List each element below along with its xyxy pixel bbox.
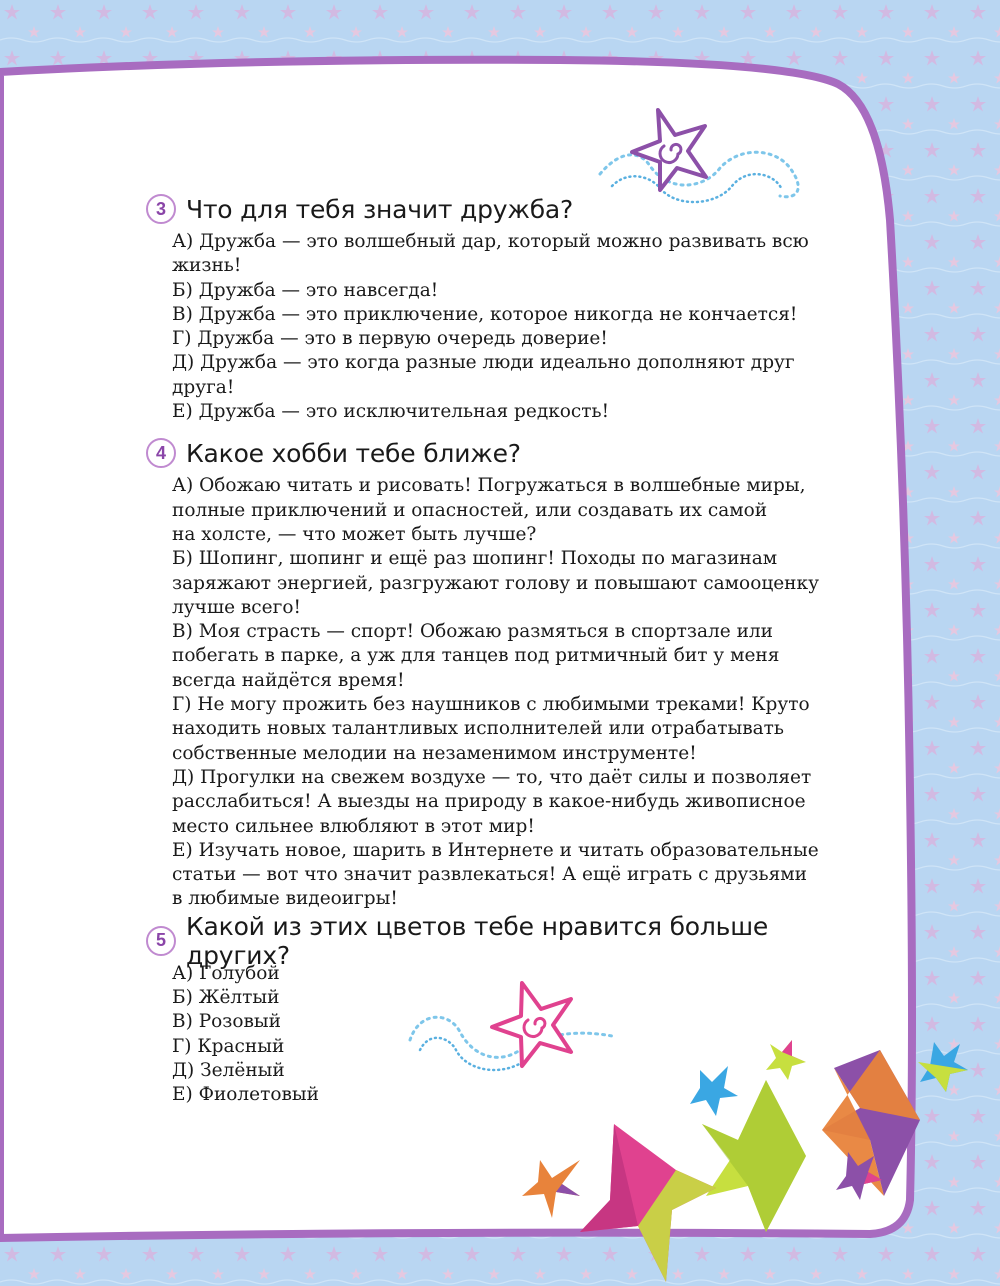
answer-list: [146, 474, 866, 911]
question-number-badge: 3: [146, 194, 176, 224]
answer-option: Е) Дружба — это исключительная редкость!: [172, 401, 610, 423]
answer-option: Е) Фиолетовый: [172, 1084, 319, 1106]
question-5: [146, 911, 866, 1108]
answer-option: В) Розовый: [172, 1011, 281, 1033]
question-header: [146, 434, 866, 472]
answer-option: Е) Изучать новое, шарить в Интернете и читать образовательные статьи — вот что значит развлекаться! А ещё играть с друзьями в любимые видеоигры!: [172, 839, 819, 910]
answer-option: Г) Не могу прожить без наушников с любимыми треками! Круто находить новых талантливых исполнителей или отрабатывать собственные мелодии на незаменимом инструменте!: [172, 694, 810, 764]
question-4: [146, 434, 866, 911]
quiz-content: [146, 190, 866, 1118]
answer-option: А) Обожаю читать и рисовать! Погружаться в волшебные миры, полные приключений и опасностей, или создавать их самой на холсте, — что может быть лучше?: [172, 475, 806, 545]
question-header: [146, 911, 866, 970]
question-number-badge: 4: [146, 438, 176, 468]
answer-option: В) Моя страсть — спорт! Обожаю размяться в спортзале или побегать в парке, а уж для танцев под ритмичный бит у меня всегда найдётся время!: [172, 621, 780, 691]
question-title: Какой из этих цветов тебе нравится больше других?: [186, 911, 769, 970]
answer-option: Д) Дружба — это когда разные люди идеально дополняют друг друга!: [172, 352, 795, 398]
question-header: [146, 190, 866, 228]
answer-list: [146, 230, 866, 424]
answer-list: [146, 962, 866, 1108]
answer-option: Б) Шопинг, шопинг и ещё раз шопинг! Походы по магазинам заряжают энергией, разгружают голову и повышают самооценку лучше всего!: [172, 548, 819, 618]
answer-option: Б) Жёлтый: [172, 987, 280, 1009]
answer-option: Г) Дружба — это в первую очередь доверие!: [172, 328, 608, 350]
answer-option: Б) Дружба — это навсегда!: [172, 279, 439, 301]
question-title: Какое хобби тебе ближе?: [186, 438, 521, 468]
answer-option: А) Голубой: [172, 962, 280, 984]
answer-option: А) Дружба — это волшебный дар, который можно развивать всю жизнь!: [172, 231, 809, 277]
answer-option: Г) Красный: [172, 1035, 285, 1057]
answer-option: Д) Прогулки на свежем воздухе — то, что даёт силы и позволяет расслабиться! А выезды на природу в какое-нибудь живописное место сильнее влюбляют в этот мир!: [172, 766, 812, 837]
question-number-badge: 5: [146, 926, 176, 956]
question-3: [146, 190, 866, 424]
question-title: Что для тебя значит дружба?: [186, 194, 574, 224]
answer-option: В) Дружба — это приключение, которое никогда не кончается!: [172, 303, 798, 325]
answer-option: Д) Зелёный: [172, 1059, 285, 1081]
